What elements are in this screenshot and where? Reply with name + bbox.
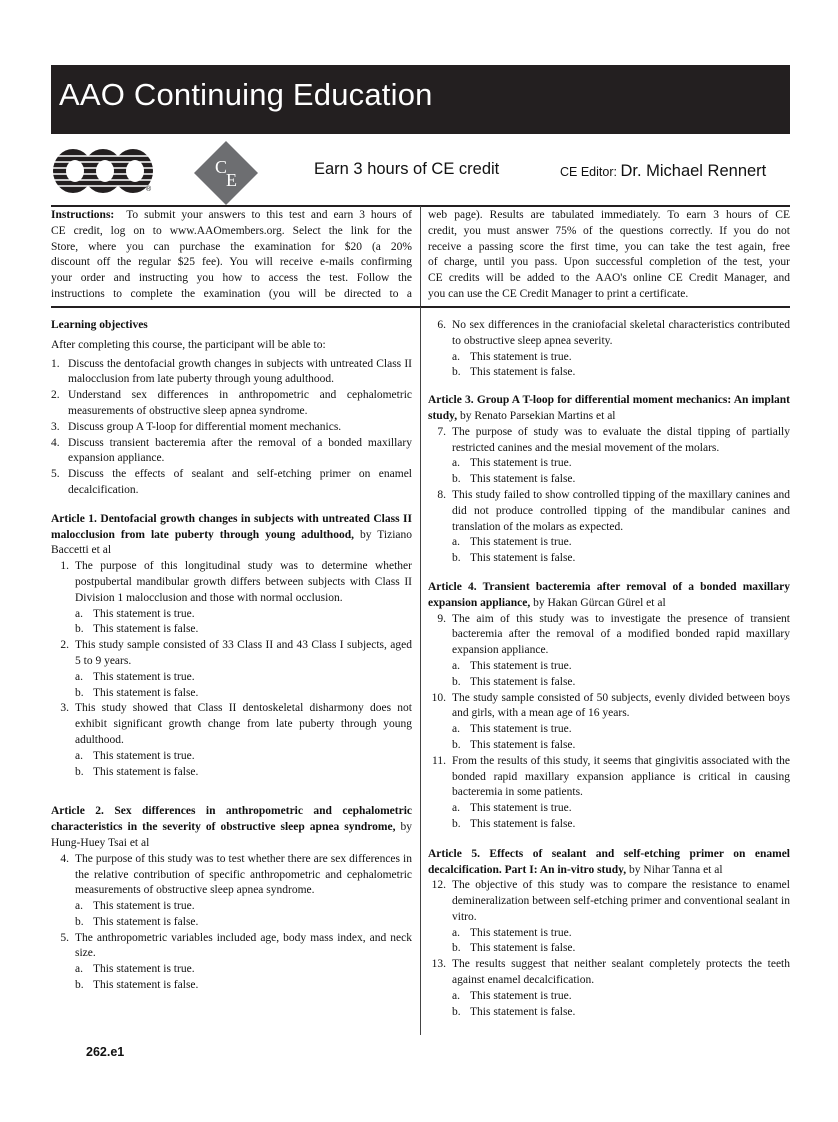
objective-item: 3. Discuss group A T-loop for differential moment mechanics. [51, 420, 342, 433]
answer-b[interactable]: b. This statement is false. [452, 366, 576, 379]
instructions-line: you can use the CE Credit Manager to print a certificate. [428, 287, 689, 300]
article-5-title: Article 5. Effects of sealant and self-etching primer on enamel decalcification. Part I: An in-vitro study, by Nihar Tanna et al [428, 847, 790, 876]
answer-b[interactable]: b. This statement is false. [75, 915, 199, 928]
answer-b[interactable]: b. This statement is false. [452, 552, 576, 565]
right-column [428, 318, 790, 1020]
answer-a[interactable]: a. This statement is true. [452, 802, 572, 815]
question-11: 11. From the results of this study, it seems that gingivitis associated with the bonded rapid maxillary expansion appliance is critical in causing bacteremia in some patients. [432, 754, 790, 799]
instructions-line: receive a passing score the first time, you can take the test again, free [428, 240, 790, 253]
instructions-line: CE credit, log on to www.AAOmembers.org. Select the link for the [51, 224, 412, 237]
question-9: 9. The aim of this study was to investigate the presence of transient bacteremia after the removal of a modified bonded rapid maxillary expansion appliance. [437, 612, 790, 657]
editor-label: CE Editor: [560, 165, 617, 179]
answer-a[interactable]: a. This statement is true. [452, 350, 572, 363]
answer-a[interactable]: a. This statement is true. [452, 659, 572, 672]
answer-a[interactable]: a. This statement is true. [452, 989, 572, 1002]
instructions-line: instructions to complete the examination (you will be directed to a [51, 287, 412, 300]
question-2: 2. This study sample consisted of 33 Class II and 43 Class I subjects, aged 5 to 9 years. [60, 639, 412, 667]
instructions-line: web page). Results are tabulated immediately. To earn 3 hours of CE [428, 209, 790, 221]
instructions-line: your order and instructing you how to access the test. Follow the [51, 272, 412, 285]
left-column [51, 318, 412, 994]
question-10: 10. The study sample consisted of 50 subjects, evenly divided between boys and girls, with a mean age of 16 years. [431, 691, 790, 720]
registered-mark: ® [146, 186, 152, 193]
objectives-title: Learning objectives [51, 319, 148, 331]
objectives-intro: After completing this course, the participant will be able to: [51, 338, 326, 351]
answer-b[interactable]: b. This statement is false. [75, 686, 199, 699]
instructions-label: Instructions: [51, 209, 115, 221]
earn-credit-text: Earn 3 hours of CE credit [314, 160, 500, 178]
question-4: 4. The purpose of this study was to test whether there are sex differences in the relative contribution of specific anthropometric and cephalometric measurements of obstructive sleep apnea syndrome. [60, 852, 412, 897]
aao-logo-icon [51, 146, 155, 196]
answer-b[interactable]: b. This statement is false. [75, 765, 199, 778]
question-5: 5. The anthropometric variables included age, body mass index, and neck size. [60, 931, 412, 960]
instructions-left [51, 208, 412, 303]
question-7: 7. The purpose of study was to evaluate the distal tipping of partially restricted canines and the mesial movement of the molars. [437, 425, 790, 454]
question-3: 3. This study showed that Class II dentoskeletal disharmony does not exhibit significant growth change from late puberty through young adulthood. [60, 702, 412, 746]
article-3-title: Article 3. Group A T-loop for differential moment mechanics: An implant study, by Renato Parsekian Martins et al [428, 394, 790, 422]
answer-b[interactable]: b. This statement is false. [452, 738, 576, 751]
answer-a[interactable]: a. This statement is true. [75, 900, 195, 913]
ce-editor [560, 160, 766, 183]
header-banner [51, 65, 790, 134]
objective-item: 1. Discuss the dentofacial growth changes in subjects with untreated Class II malocclusion from late puberty through young adulthood. [51, 357, 412, 386]
answer-a[interactable]: a. This statement is true. [452, 723, 572, 736]
answer-a[interactable]: a. This statement is true. [75, 670, 195, 683]
objective-item: 5. Discuss the effects of sealant and self-etching primer on enamel decalcification. [51, 468, 412, 496]
objectives-list [51, 357, 412, 499]
instructions-line: credit, you must answer 75% of the questions correctly. If you do not [428, 224, 790, 237]
answer-a[interactable]: a. This statement is true. [75, 963, 195, 976]
ce-badge-icon [193, 140, 259, 206]
instructions-line: Instructions: To submit your answers to this test and earn 3 hours of [51, 209, 413, 221]
objective-item: 2. Understand sex differences in anthropometric and cephalometric measurements of obstructive sleep apnea syndrome. [51, 389, 412, 417]
question-1: 1. The purpose of this longitudinal study was to determine whether postpubertal mandibular growth differs between subjects with Class II Division 1 malocclusion and those with normal occlusion. [60, 560, 412, 604]
question-8: 8. This study failed to show controlled tipping of the maxillary canines and did not produce controlled tipping of the mandibular canines and translation of the molars as expected. [437, 488, 790, 533]
question-13: 13. The results suggest that neither sealant completely protects the teeth against enamel decalcification. [431, 958, 790, 987]
answer-b[interactable]: b. This statement is false. [75, 623, 199, 636]
answer-b[interactable]: b. This statement is false. [452, 942, 576, 955]
answer-a[interactable]: a. This statement is true. [75, 749, 195, 762]
answer-b[interactable]: b. This statement is false. [452, 473, 576, 486]
answer-b[interactable]: b. This statement is false. [75, 979, 199, 992]
answer-a[interactable]: a. This statement is true. [452, 457, 572, 470]
answer-a[interactable]: a. This statement is true. [452, 536, 572, 549]
answer-a[interactable]: a. This statement is true. [452, 926, 572, 939]
answer-b[interactable]: b. This statement is false. [452, 1005, 576, 1018]
instructions-right [428, 208, 790, 303]
question-12: 12. The objective of this study was to compare the resistance to enamel demineralization between self-etching primer and conventional sealant in vitro. [431, 879, 790, 923]
ce-letter-c: C [215, 157, 228, 177]
page-number: 262.e1 [86, 1045, 125, 1059]
article-2-title: Article 2. Sex differences in anthropometric and cephalometric characteristics in the severity of obstructive sleep apnea syndrome, by Hung-Huey Tsai et al [51, 805, 412, 849]
instructions-divider [420, 206, 421, 306]
question-6: 6. No sex differences in the craniofacial skeletal characteristics contributed to obstructive sleep apnea severity. [437, 319, 790, 347]
column-divider [420, 307, 421, 1035]
article-4-title: Article 4. Transient bacteremia after removal of a bonded maxillary expansion appliance, by Hakan Gürcan Gürel et al [428, 580, 790, 609]
objective-item: 4. Discuss transient bacteremia after the removal of a bonded maxillary expansion appliance. [51, 436, 412, 465]
article-1-title: Article 1. Dentofacial growth changes in subjects with untreated Class II malocclusion from late puberty through young adulthood, by Tiziano Baccetti et al [51, 512, 412, 557]
ce-letter-e: E [226, 170, 237, 190]
banner-title: AAO Continuing Education [59, 77, 433, 112]
answer-b[interactable]: b. This statement is false. [452, 817, 576, 830]
answer-a[interactable]: a. This statement is true. [75, 607, 195, 620]
instructions-line: discount off the regular $25 fee). You will receive e-mails confirming [51, 256, 412, 269]
editor-name: Dr. Michael Rennert [620, 162, 767, 180]
instructions-line: of charge, until you pass. Upon successful completion of the test, your [428, 256, 790, 269]
instructions-line: Store, where you can purchase the examination for $20 (a 20% [51, 240, 412, 253]
answer-b[interactable]: b. This statement is false. [452, 675, 576, 688]
instructions-line: CE credits will be added to the AAO's online CE Credit Manager, and [428, 272, 790, 285]
